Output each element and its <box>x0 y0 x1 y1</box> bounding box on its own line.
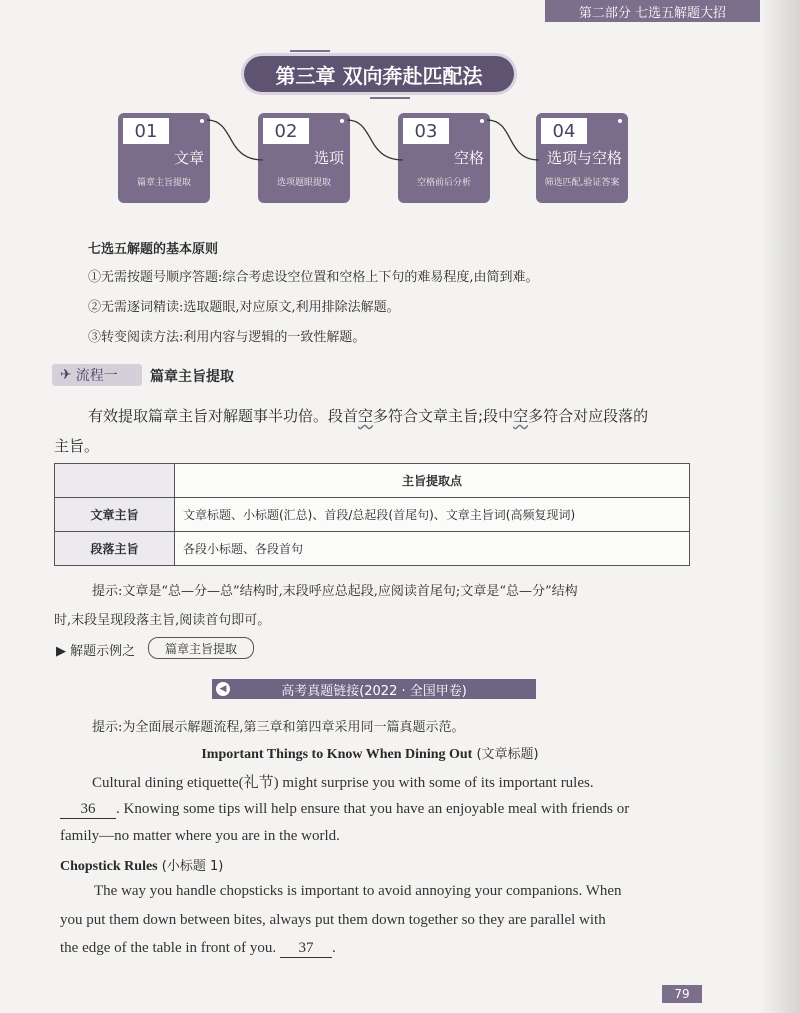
flow-badge-label: 流程一 <box>75 368 118 384</box>
principle-item: ②无需逐词精读:选取题眼,对应原文,利用排除法解题。 <box>88 300 400 315</box>
article-text: . <box>331 940 336 956</box>
article-title <box>0 743 740 763</box>
step-card-1 <box>118 113 210 203</box>
article-line: you put them down between bites, always put them down together so they are parallel with <box>60 912 606 928</box>
rocket-icon: ✈ <box>60 367 72 383</box>
step-connector-1 <box>205 115 265 165</box>
table-cell: 文章标题、小标题(汇总)、首段/总起段(首尾句)、文章主旨词(高频复现词) <box>175 498 690 532</box>
step-number: 02 <box>263 118 309 144</box>
arrow-icon: ◀ <box>216 682 230 696</box>
step-label: 选项 <box>313 149 344 167</box>
flow-title: 篇章主旨提取 <box>150 369 234 385</box>
tip-text: 提示:文章是“总—分—总”结构时,末段呼应总起段,应阅读首尾句;文章是“总—分”结构 <box>92 584 578 599</box>
step-dot-icon <box>480 119 484 123</box>
tip-note: 提示:为全面展示解题流程,第三章和第四章采用同一篇真题示范。 <box>92 720 465 735</box>
page-edge-shadow <box>760 0 800 1013</box>
step-label: 空格 <box>453 149 484 167</box>
chapter-title: 第三章 双向奔赴匹配法 <box>244 56 514 92</box>
principle-item: ①无需按题号顺序答题:综合考虑设空位置和空格上下句的难易程度,由简到难。 <box>88 270 539 285</box>
table-cell: 各段小标题、各段首句 <box>175 532 690 566</box>
blank-37[interactable]: 37 <box>280 940 332 958</box>
article-text: the edge of the table in front of you. <box>60 940 277 956</box>
subhead-text: Chopstick Rules <box>60 859 158 874</box>
intro-paragraph-line: 主旨。 <box>54 437 100 455</box>
article-line <box>60 801 629 819</box>
principles-title: 七选五解题的基本原则 <box>88 242 219 257</box>
article-text: . Knowing some tips will help ensure that you have an enjoyable meal with friends or <box>116 801 630 817</box>
article-title-note: (文章标题) <box>476 747 539 762</box>
exam-link-bar: 高考真题链接(2022 · 全国甲卷) <box>212 679 536 699</box>
intro-text-emphasis: 空 <box>358 407 374 425</box>
article-line <box>60 940 336 958</box>
intro-text-emphasis: 空 <box>513 407 529 425</box>
step-subtitle: 空格前后分析 <box>416 178 471 188</box>
intro-text: 多符合对应段落的 <box>528 407 649 425</box>
title-decoration-line <box>290 50 330 52</box>
intro-text: 有效提取篇章主旨对解题事半功倍。段首 <box>88 407 359 425</box>
flow-badge <box>52 364 142 386</box>
step-number: 03 <box>403 118 449 144</box>
article-line: family—no matter where you are in the world. <box>60 828 340 844</box>
step-connector-3 <box>485 115 541 165</box>
step-label: 选项与空格 <box>546 149 622 167</box>
step-dot-icon <box>618 119 622 123</box>
step-number: 01 <box>123 118 169 144</box>
step-subtitle: 筛选匹配,验证答案 <box>544 178 620 188</box>
step-connector-2 <box>345 115 405 165</box>
step-subtitle: 选项题眼提取 <box>276 178 331 188</box>
page-number: 79 <box>662 985 702 1003</box>
article-line: The way you handle chopsticks is important to avoid annoying your companions. When <box>94 883 622 899</box>
blank-36[interactable]: 36 <box>60 801 116 819</box>
subhead-note: (小标题 1) <box>161 859 224 874</box>
main-idea-table <box>54 463 690 566</box>
intro-text: 多符合文章主旨;段中 <box>373 407 514 425</box>
article-subhead <box>60 855 223 875</box>
table-corner-cell <box>55 464 175 498</box>
step-subtitle: 篇章主旨提取 <box>136 178 191 188</box>
step-dot-icon <box>200 119 204 123</box>
tip-text: 时,末段呈现段落主旨,阅读首句即可。 <box>54 613 271 628</box>
article-title-text: Important Things to Know When Dining Out <box>201 747 473 762</box>
article-line: Cultural dining etiquette(礼节) might surprise you with some of its important rules. <box>92 775 594 791</box>
example-label: ▶ 解题示例之 <box>56 644 136 659</box>
section-header-tab: 第二部分 七选五解题大招 <box>545 0 760 22</box>
table-row <box>55 498 690 532</box>
step-card-4 <box>536 113 628 203</box>
table-row-header: 段落主旨 <box>55 532 175 566</box>
step-card-3 <box>398 113 490 203</box>
intro-paragraph-line <box>88 405 648 426</box>
title-decoration-line <box>370 97 410 99</box>
example-pill: 篇章主旨提取 <box>148 637 254 659</box>
step-number: 04 <box>541 118 587 144</box>
table-row <box>55 532 690 566</box>
step-dot-icon <box>340 119 344 123</box>
table-column-header: 主旨提取点 <box>175 464 690 498</box>
step-card-2 <box>258 113 350 203</box>
step-label: 文章 <box>173 149 204 167</box>
principle-item: ③转变阅读方法:利用内容与逻辑的一致性解题。 <box>88 330 366 345</box>
table-row-header: 文章主旨 <box>55 498 175 532</box>
table-row <box>55 464 690 498</box>
